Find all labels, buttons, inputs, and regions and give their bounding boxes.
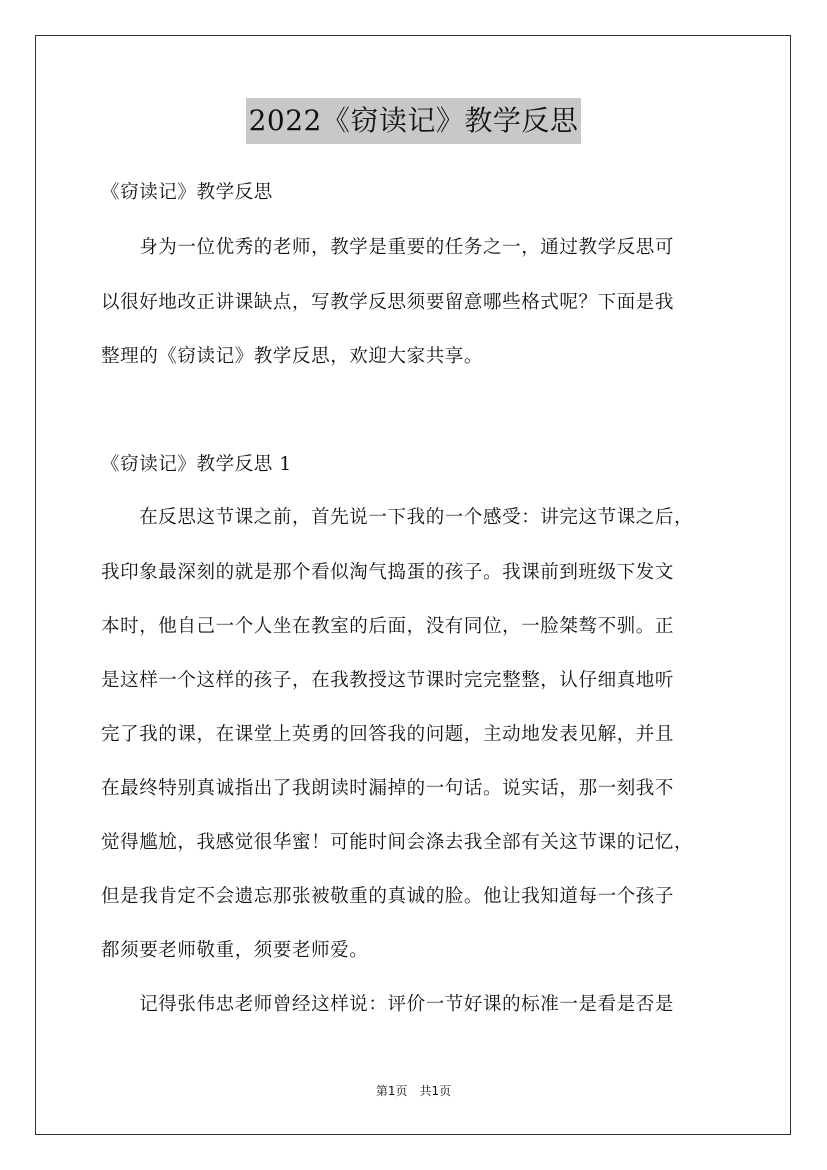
paragraph-line: 是这样一个这样的孩子，在我教授这节课时完完整整，认仔细真地听 bbox=[101, 670, 675, 691]
paragraph-line: 以很好地改正讲课缺点，写教学反思须要留意哪些格式呢？下面是我 bbox=[101, 292, 675, 313]
page-footer: 第1页 共1页 bbox=[375, 1084, 452, 1098]
section-heading: 《窃读记》教学反思 bbox=[101, 182, 273, 203]
paragraph-line: 整理的《窃读记》教学反思，欢迎大家共享。 bbox=[101, 346, 484, 367]
paragraph-line: 本时，他自己一个人坐在教室的后面，没有同位，一脸桀骜不驯。正 bbox=[101, 616, 675, 637]
document-title: 2022《窃读记》教学反思 bbox=[246, 98, 582, 144]
section-heading: 《窃读记》教学反思 1 bbox=[101, 454, 292, 475]
title-container bbox=[0, 98, 827, 144]
paragraph-line: 但是我肯定不会遗忘那张被敬重的真诚的脸。他让我知道每一个孩子 bbox=[101, 886, 675, 907]
paragraph-line: 记得张伟忠老师曾经这样说：评价一节好课的标准一是看是否是 bbox=[101, 994, 675, 1015]
paragraph-line: 在最终特别真诚指出了我朗读时漏掉的一句话。说实话，那一刻我不 bbox=[101, 778, 675, 799]
paragraph-line: 都须要老师敬重，须要老师爱。 bbox=[101, 940, 369, 961]
paragraph-line: 在反思这节课之前，首先说一下我的一个感受：讲完这节课之后， bbox=[101, 507, 694, 528]
paragraph-line: 完了我的课，在课堂上英勇的回答我的问题，主动地发表见解，并且 bbox=[101, 724, 675, 745]
paragraph-line: 身为一位优秀的老师，教学是重要的任务之一，通过教学反思可 bbox=[101, 237, 675, 258]
paragraph-line: 觉得尴尬，我感觉很华蜜！可能时间会涤去我全部有关这节课的记忆， bbox=[101, 832, 694, 853]
paragraph-line: 我印象最深刻的就是那个看似淘气捣蛋的孩子。我课前到班级下发文 bbox=[101, 562, 675, 583]
